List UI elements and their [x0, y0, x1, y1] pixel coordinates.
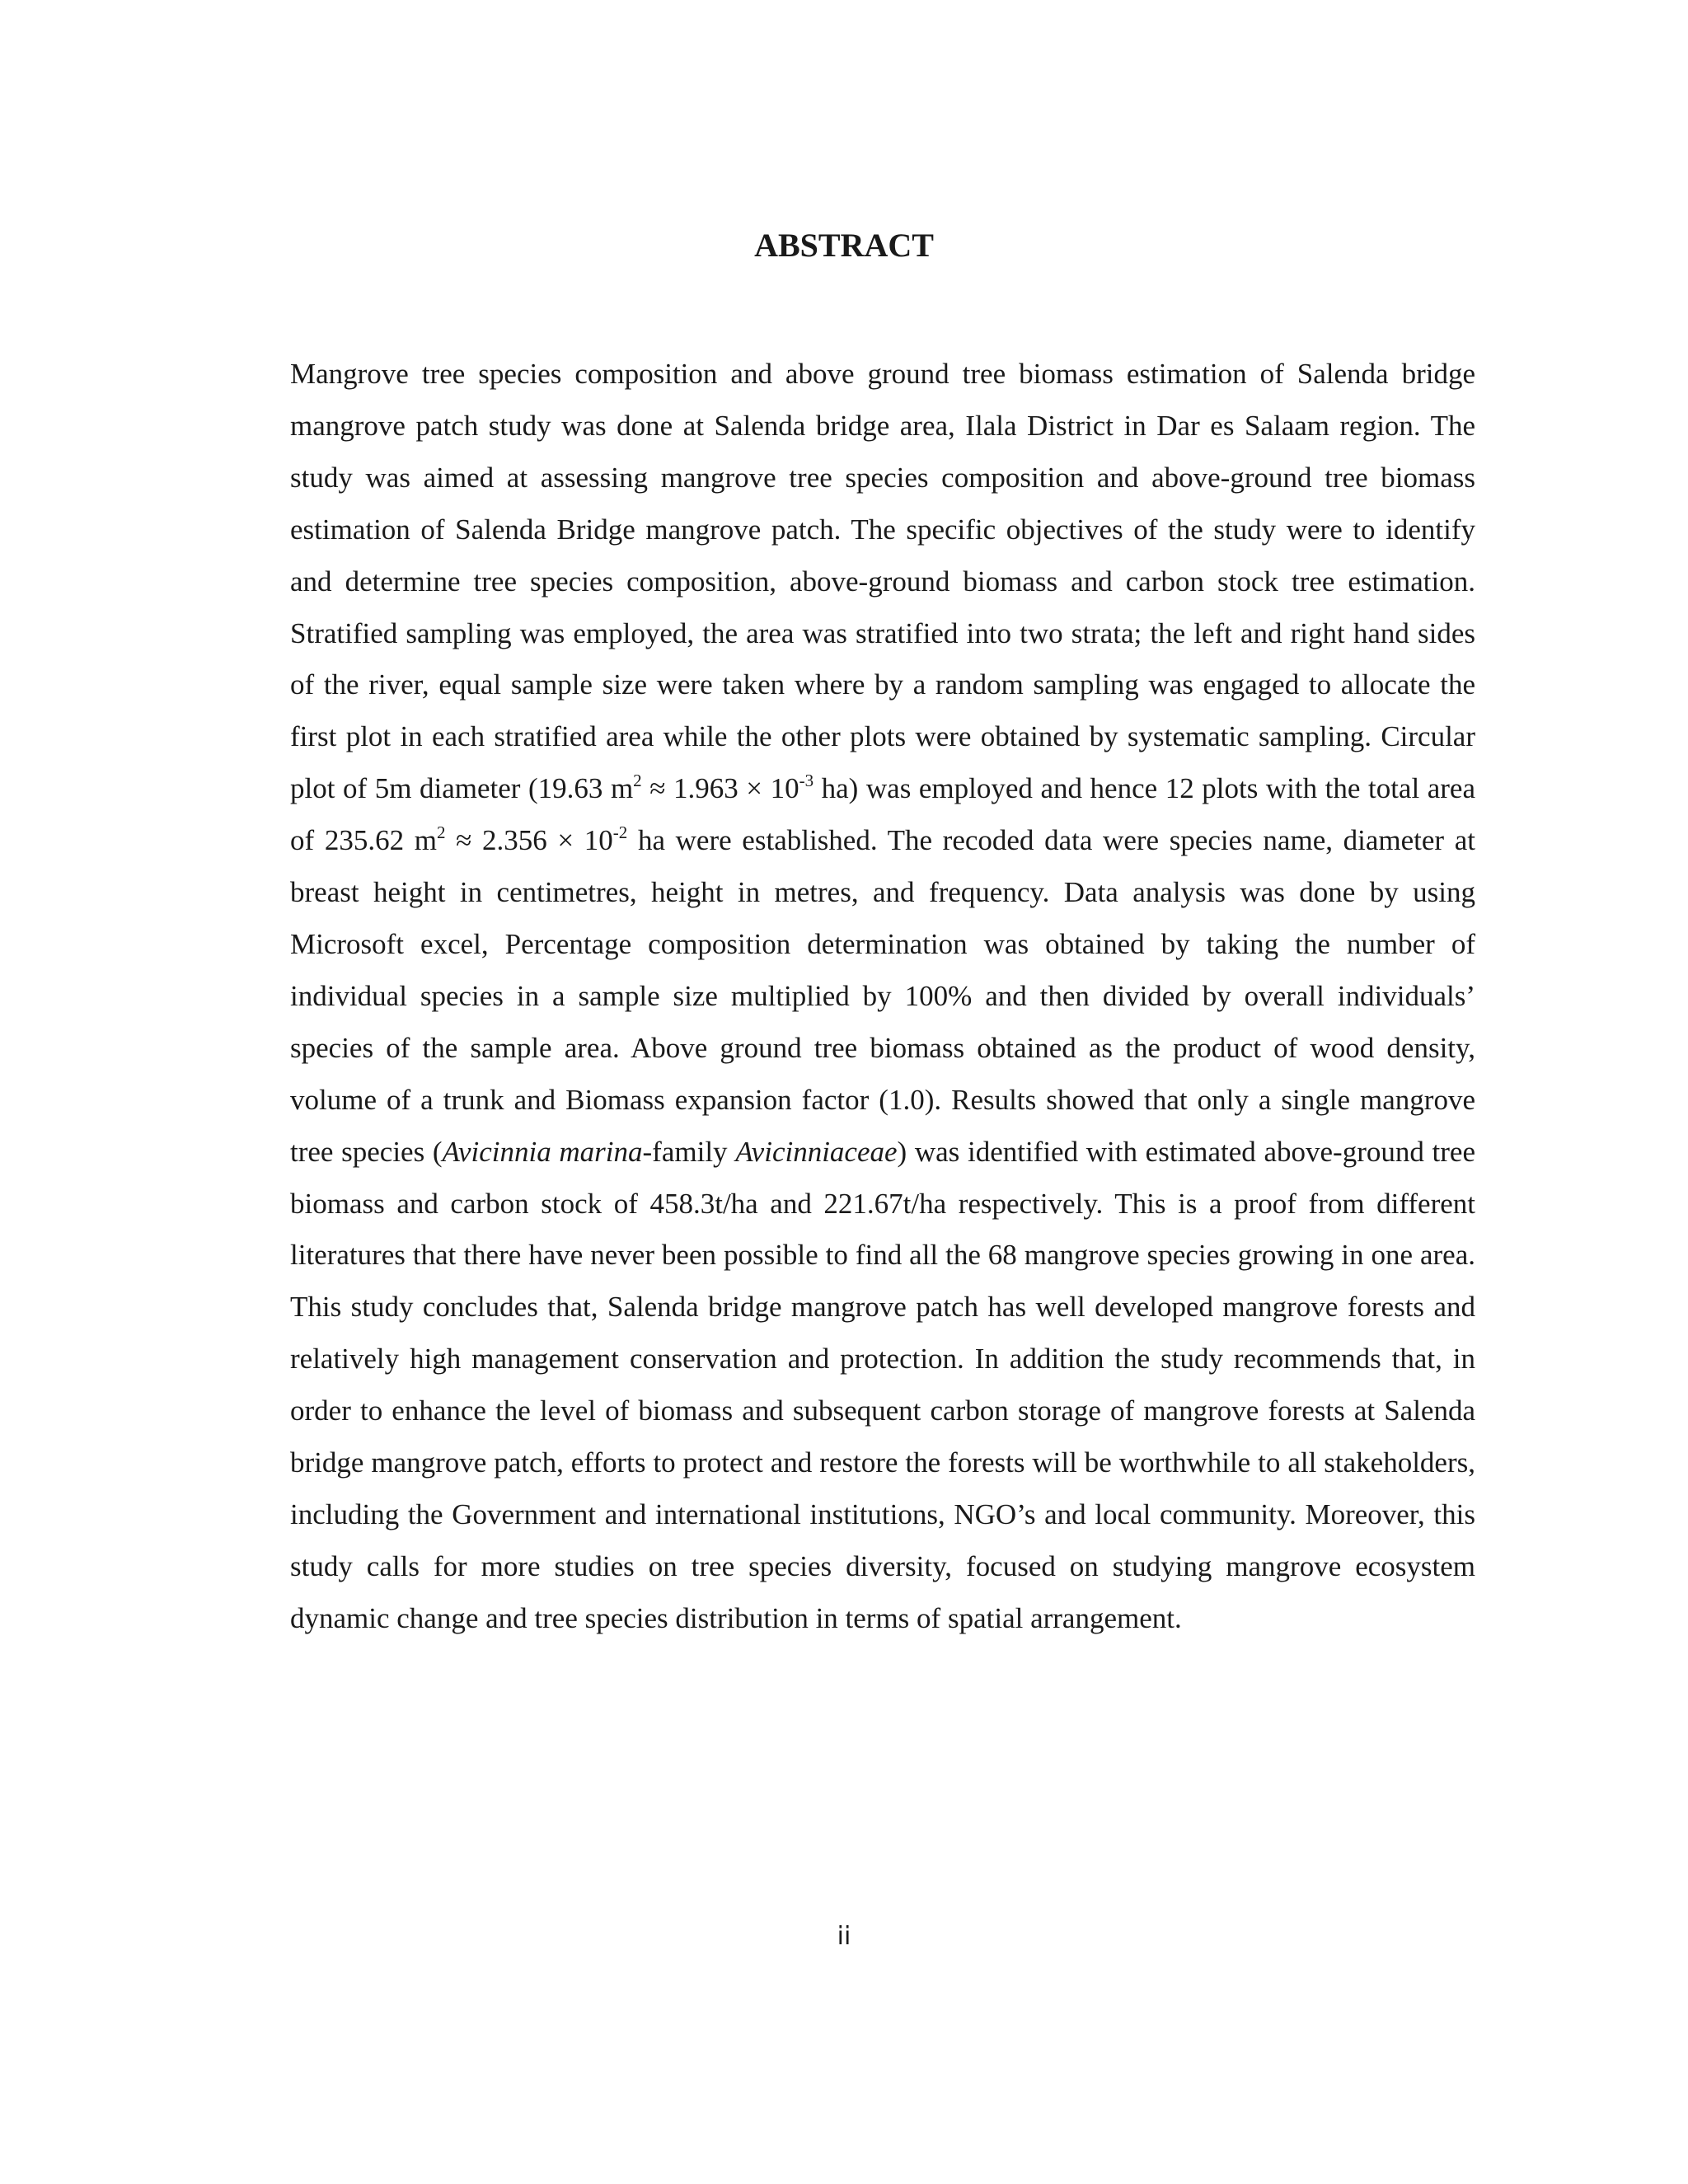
abstract-text-segment: -family: [642, 1135, 736, 1168]
superscript-exponent: 2: [633, 771, 642, 791]
abstract-text-segment: ≈ 1.963 × 10: [641, 772, 799, 805]
abstract-paragraph: [290, 349, 1475, 1645]
abstract-heading: ABSTRACT: [754, 227, 934, 264]
abstract-text-segment: Mangrove tree species composition and above ground tree biomass estimation of Salenda bridge mangrove patch study was done at Salenda bridge area, Ilala District in Dar es Salaam region. The study was aimed at assessing mangrove tree species composition and above-ground tree biomass estimation of Salenda Bridge mangrove patch. The specific objectives of the study were to identify and determine tree species composition, above-ground biomass and carbon stock tree estimation. Stratified sampling was employed, the area was stratified into two strata; the left and right hand sides of the river, equal sample size were taken where by a random sampling was engaged to allocate the first plot in each stratified area while the other plots were obtained by systematic sampling. Circular plot of 5m diameter (19.63 m: [290, 358, 1475, 805]
abstract-text-segment: ha) was employed and hence 12 plots with the total area of 235.62 m: [290, 772, 1475, 857]
abstract-text-segment: ) was identified with estimated above-ground tree biomass and carbon stock of 458.3t/ha and 221.67t/ha respectively. This is a proof from different literatures that there have never been possible to find all the 68 mangrove species growing in one area. This study concludes that, Salenda bridge mangrove patch has well developed mangrove forests and relatively high management conservation and protection. In addition the study recommends that, in order to enhance the level of biomass and subsequent carbon storage of mangrove forests at Salenda bridge mangrove patch, efforts to protect and restore the forests will be worthwhile to all stakeholders, including the Government and international institutions, NGO’s and local community. Moreover, this study calls for more studies on tree species diversity, focused on studying mangrove ecosystem dynamic change and tree species distribution in terms of spatial arrangement.: [290, 1135, 1475, 1634]
family-name: Avicinniaceae: [735, 1135, 898, 1168]
superscript-exponent: 2: [436, 823, 446, 843]
page-number: ii: [837, 1922, 851, 1951]
abstract-text-segment: ≈ 2.356 × 10: [445, 824, 613, 857]
abstract-text-segment: ha were established. The recoded data were species name, diameter at breast height in centimetres, height in metres, and frequency. Data analysis was done by using Microsoft excel, Percentage composition determination was obtained by taking the number of individual species in a sample size multiplied by 100% and then divided by overall individuals’ species of the sample area. Above ground tree biomass obtained as the product of wood density, volume of a trunk and Biomass expansion factor (1.0). Results showed that only a single mangrove tree species (: [290, 824, 1475, 1168]
superscript-exponent: -3: [799, 771, 814, 791]
superscript-exponent: -2: [612, 823, 628, 843]
species-name: Avicinnia marina: [442, 1135, 643, 1168]
